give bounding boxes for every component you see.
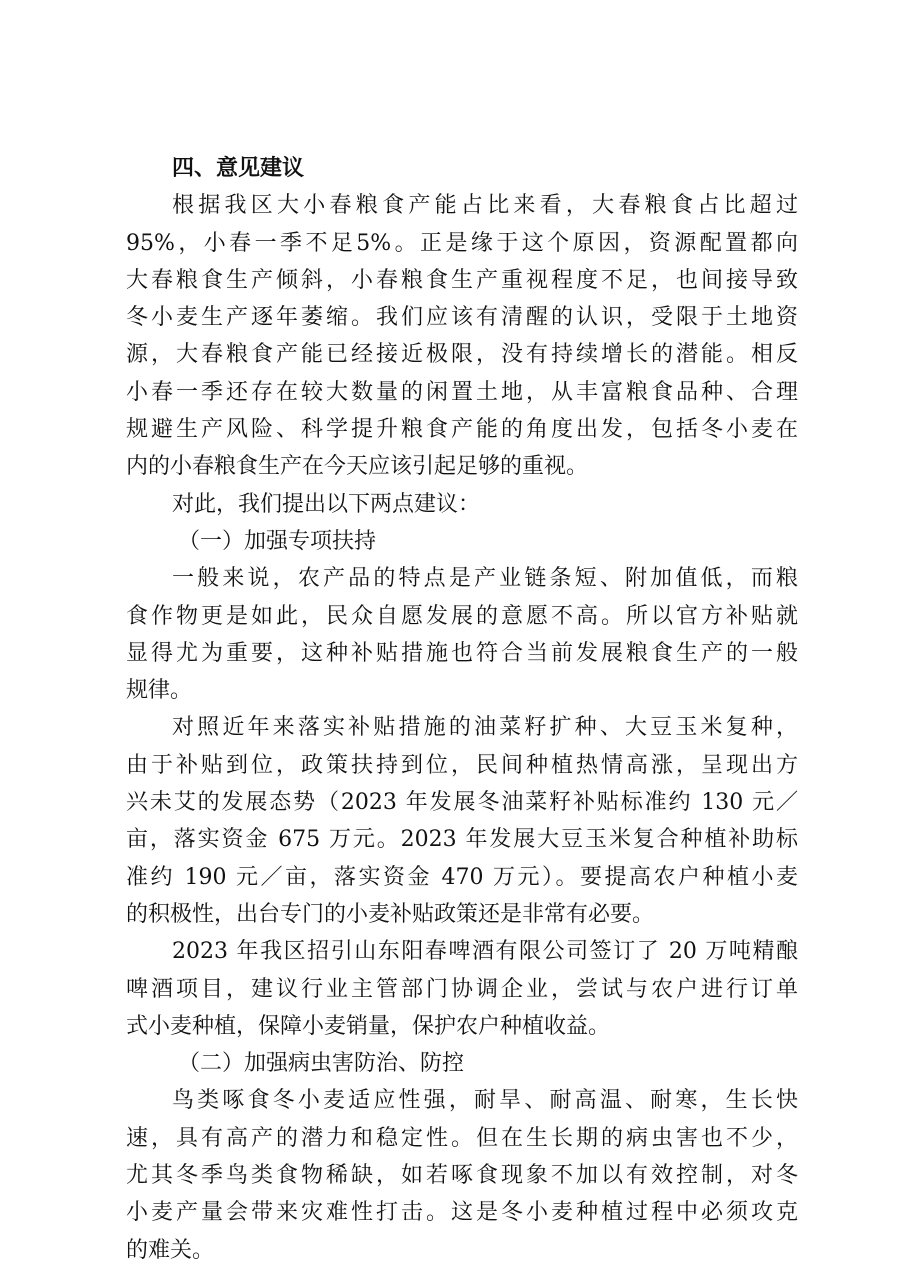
text-line: 式小麦种植，保障小麦销量，保护农户种植收益。 — [126, 1013, 611, 1039]
paragraph-subsidy-comparison — [126, 709, 798, 933]
text-line: 的积极性，出台专门的小麦补贴政策还是非常有必要。 — [126, 901, 655, 927]
paragraph-beer-project — [126, 933, 798, 1045]
document-body — [126, 150, 798, 1269]
text-line: 一般来说，农产品的特点是产业链条短、附加值低，而粮 — [172, 566, 798, 592]
section-heading: 四、意见建议 — [172, 155, 305, 181]
paragraph-intro — [126, 187, 798, 485]
text-line: 规避生产风险、科学提升粮食产能的角度出发，包括冬小麦在 — [126, 417, 798, 443]
paragraph-proposal: 对此，我们提出以下两点建议： — [172, 491, 481, 517]
text-line: 95%，小春一季不足5%。正是缘于这个原因，资源配置都向 — [126, 230, 798, 256]
text-line: 冬小麦生产逐年萎缩。我们应该有清醒的认识，受限于土地资 — [126, 305, 798, 331]
text-line: 源，大春粮食产能已经接近极限，没有持续增长的潜能。相反 — [126, 342, 798, 368]
text-line: 对照近年来落实补贴措施的油菜籽扩种、大豆玉米复种， — [172, 715, 798, 741]
text-line: 速，具有高产的潜力和稳定性。但在生长期的病虫害也不少， — [126, 1125, 798, 1151]
text-line: 规律。 — [126, 678, 193, 704]
subsection-heading-1: （一）加强专项扶持 — [178, 528, 377, 554]
text-line: 由于补贴到位，政策扶持到位，民间种植热情高涨，呈现出方 — [126, 752, 798, 778]
text-line: 根据我区大小春粮食产能占比来看，大春粮食占比超过 — [172, 193, 798, 219]
subsection-heading-2: （二）加强病虫害防治、防控 — [178, 1051, 465, 1077]
text-line: 显得尤为重要，这种补贴措施也符合当前发展粮食生产的一般 — [126, 640, 798, 666]
paragraph-pest-control — [126, 1082, 798, 1268]
text-line: 准约 190 元／亩，落实资金 470 万元）。要提高农户种植小麦 — [126, 864, 798, 890]
text-line: 的难关。 — [126, 1237, 215, 1263]
text-line: 鸟类啄食冬小麦适应性强，耐旱、耐高温、耐寒，生长快 — [172, 1088, 798, 1114]
text-line: 2023 年我区招引山东阳春啤酒有限公司签订了 20 万吨精酿 — [172, 939, 798, 965]
text-line: 食作物更是如此，民众自愿发展的意愿不高。所以官方补贴就 — [126, 603, 798, 629]
paragraph-subsidy-intro — [126, 560, 798, 709]
text-line: 大春粮食生产倾斜，小春粮食生产重视程度不足，也间接导致 — [126, 267, 798, 293]
text-line: 内的小春粮食生产在今天应该引起足够的重视。 — [126, 454, 589, 480]
text-line: 小春一季还存在较大数量的闲置土地，从丰富粮食品种、合理 — [126, 379, 798, 405]
text-line: 啤酒项目，建议行业主管部门协调企业，尝试与农户进行订单 — [126, 976, 798, 1002]
text-line: 尤其冬季鸟类食物稀缺，如若啄食现象不加以有效控制，对冬 — [126, 1163, 798, 1189]
text-line: 兴未艾的发展态势（2023 年发展冬油菜籽补贴标准约 130 元／ — [126, 790, 798, 816]
text-line: 亩，落实资金 675 万元。2023 年发展大豆玉米复合种植补助标 — [126, 827, 798, 853]
text-line: 小麦产量会带来灾难性打击。这是冬小麦种植过程中必须攻克 — [126, 1200, 798, 1226]
